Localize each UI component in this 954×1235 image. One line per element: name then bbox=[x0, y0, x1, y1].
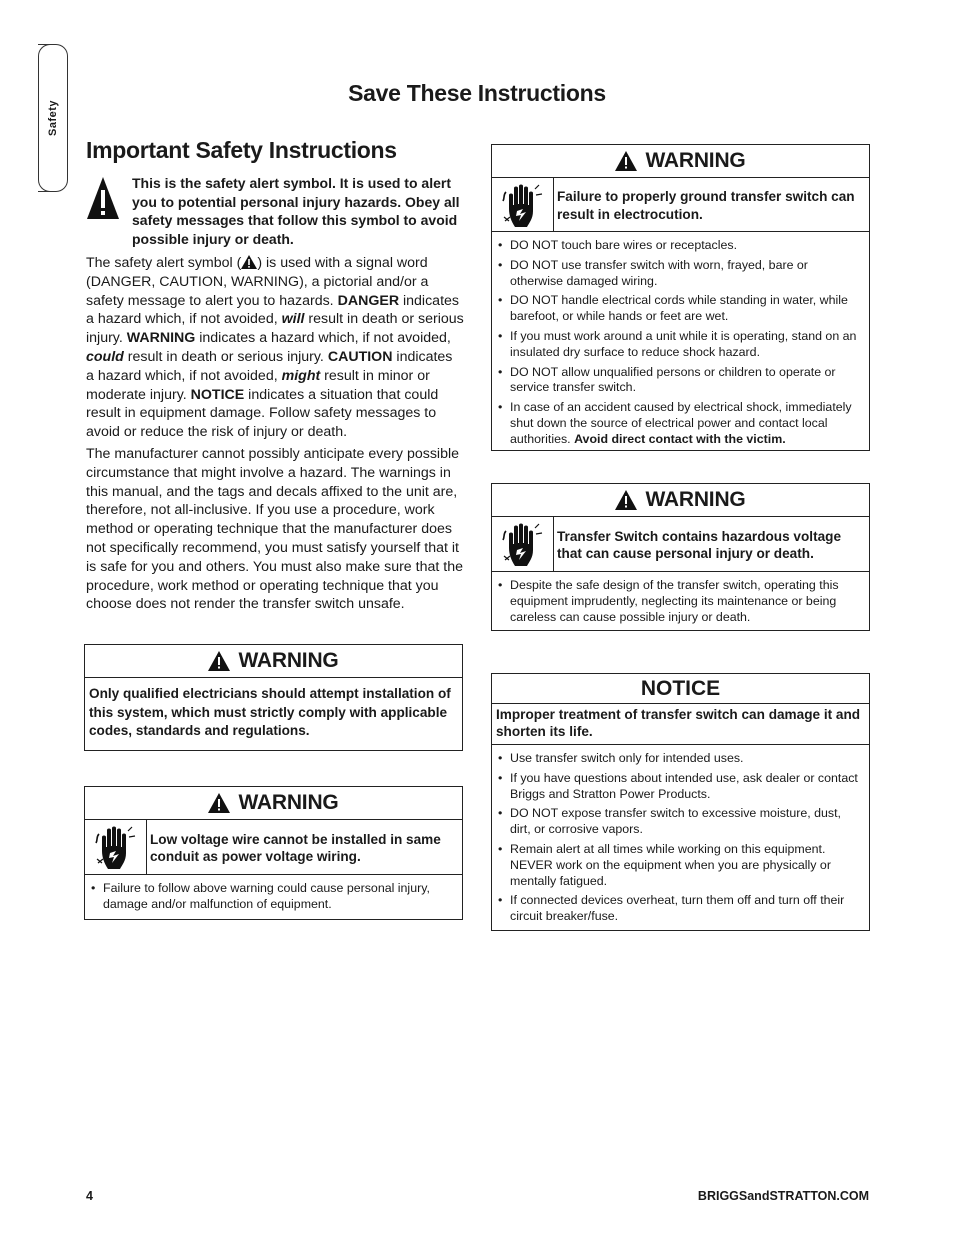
list-item: • Failure to follow above warning could cause personal injury, damage and/or malfunction of equipment. bbox=[89, 881, 456, 913]
list-item: • Remain alert at all times while working on this equipment. NEVER work on the equipment when you are physically or mentally fatigued. bbox=[496, 842, 863, 889]
page-title: Save These Instructions bbox=[348, 80, 606, 106]
list-item: • If you must work around a unit while it is operating, stand on an insulated dry surface to reduce shock hazard. bbox=[496, 329, 863, 361]
warning-heading-label: WARNING bbox=[645, 149, 746, 172]
notice-lead: Improper treatment of transfer switch can damage it and shorten its life. bbox=[492, 704, 869, 745]
emphasis-will: will bbox=[281, 311, 305, 328]
side-tab-label: Safety bbox=[47, 99, 59, 137]
hand-cell bbox=[492, 178, 554, 231]
warning-heading-label: WARNING bbox=[238, 649, 339, 672]
list-item-emphasis: Avoid direct contact with the victim. bbox=[574, 431, 786, 446]
warning-icon-row bbox=[85, 820, 462, 875]
para1-text: indicates a hazard which, if not avoided, bbox=[86, 292, 459, 328]
warning-low-voltage-box bbox=[84, 786, 463, 920]
para1-text: result in minor or moderate injury. bbox=[86, 367, 430, 403]
electric-shock-hand-icon bbox=[501, 181, 545, 229]
emphasis-could: could bbox=[86, 348, 124, 365]
warning-heading bbox=[85, 787, 462, 820]
list-item: • If you have questions about intended use, ask dealer or contact Briggs and Stratton Power Products. bbox=[496, 771, 863, 803]
warning-triangle-icon bbox=[615, 490, 637, 510]
manufacturer-paragraph: The manufacturer cannot possibly anticipate every possible circumstance that might involve a hazard. The warnings in this manual, and the tags and decals affixed to the unit are, therefore, not all-inclusive. If you use a procedure, work method or operating technique that the manufacturer does not specifically recommend, you must satisfy yourself that it is safe for you and others. You must also make sure that the procedure, work method or operating technique that you choose does not render the transfer switch unsafe. bbox=[86, 446, 463, 613]
list-item: • DO NOT handle electrical cords while standing in water, while barefoot, or while hands or feet are wet. bbox=[496, 293, 863, 325]
para1-text: result in death or serious injury. bbox=[86, 311, 464, 347]
warning-icon-row bbox=[492, 517, 869, 572]
warning-triangle-icon bbox=[208, 651, 230, 671]
safety-alert-icon bbox=[241, 255, 257, 269]
warning-heading bbox=[85, 645, 462, 678]
warning-triangle-icon bbox=[615, 151, 637, 171]
warning-ground-lead: Failure to properly ground transfer switch can result in electrocution. bbox=[557, 189, 855, 222]
electric-shock-hand-icon bbox=[94, 823, 138, 871]
alert-intro bbox=[86, 174, 462, 248]
warning-ground-list bbox=[492, 232, 869, 454]
signal-word-danger: DANGER bbox=[337, 292, 400, 309]
website-link: BRIGGSandSTRATTON.COM bbox=[697, 1189, 869, 1203]
alert-intro-text: This is the safety alert symbol. It is used to alert you to potential personal injury hazards. Obey all safety messages that follow this symbol to avoid possible injury or death. bbox=[132, 175, 460, 247]
warning-heading-label: WARNING bbox=[238, 791, 339, 814]
hand-cell bbox=[85, 820, 147, 874]
warning-heading-label: WARNING bbox=[645, 488, 746, 511]
warning-hazardous-voltage-lead: Transfer Switch contains hazardous voltage that can cause personal injury or death. bbox=[557, 528, 842, 561]
list-item bbox=[496, 400, 863, 447]
signal-word-notice: NOTICE bbox=[190, 386, 245, 403]
list-item: • DO NOT allow unqualified persons or children to operate or service transfer switch. bbox=[496, 365, 863, 397]
para1-text: indicates a hazard which, if not avoided, bbox=[86, 348, 453, 384]
notice-box bbox=[491, 673, 870, 931]
page-number: 4 bbox=[86, 1189, 93, 1203]
list-item-text: In case of an accident caused by electrical shock, immediately shut down the source of electrical power and contact local authorities. bbox=[510, 400, 852, 446]
para1-text: indicates a situation that could result in equipment damage. Follow safety messages to avoid or reduce the risk of injury or death. bbox=[86, 386, 439, 441]
warning-triangle-icon bbox=[208, 793, 230, 813]
para1-text: ) is used with a signal word (DANGER, CAUTION, WARNING), a pictorial and/or a safety message to alert you to hazards. bbox=[86, 255, 429, 309]
electric-shock-hand-icon bbox=[501, 520, 545, 568]
warning-heading bbox=[492, 484, 869, 517]
warning-low-voltage-lead: Low voltage wire cannot be installed in same conduit as power voltage wiring. bbox=[150, 831, 441, 864]
list-item: • Despite the safe design of the transfer switch, operating this equipment imprudently, neglecting its maintenance or being careless can cause possible injury or death. bbox=[496, 578, 863, 625]
warning-hazardous-voltage-box bbox=[491, 483, 870, 631]
notice-heading: NOTICE bbox=[492, 674, 869, 704]
warning-electricians-box bbox=[84, 644, 463, 751]
list-item: • If connected devices overheat, turn them off and turn off their circuit breaker/fuse. bbox=[496, 893, 863, 925]
list-item: • DO NOT expose transfer switch to excessive moisture, dust, dirt, or corrosive vapors. bbox=[496, 806, 863, 838]
signal-word-caution: CAUTION bbox=[327, 348, 393, 365]
warning-ground-box bbox=[491, 144, 870, 451]
safety-alert-icon bbox=[86, 176, 120, 220]
warning-electricians-text: Only qualified electricians should attempt installation of this system, which must strictly comply with applicable codes, standards and regulations. bbox=[89, 686, 451, 738]
list-item: • DO NOT use transfer switch with worn, frayed, bare or otherwise damaged wiring. bbox=[496, 258, 863, 290]
para1-text: result in death or serious injury. bbox=[123, 348, 328, 365]
emphasis-might: might bbox=[281, 367, 321, 384]
section-title: Important Safety Instructions bbox=[86, 137, 397, 163]
notice-list bbox=[492, 745, 869, 931]
signal-word-warning: WARNING bbox=[126, 330, 196, 347]
list-item: • Use transfer switch only for intended uses. bbox=[496, 751, 863, 767]
para1-text: The safety alert symbol ( bbox=[86, 255, 242, 271]
warning-icon-row bbox=[492, 178, 869, 232]
warning-low-voltage-list bbox=[85, 875, 462, 919]
warning-hazardous-voltage-list bbox=[492, 572, 869, 631]
hand-cell bbox=[492, 517, 554, 571]
warning-heading bbox=[492, 145, 869, 178]
list-item: • DO NOT touch bare wires or receptacles. bbox=[496, 238, 863, 254]
para1-text: indicates a hazard which, if not avoided, bbox=[195, 330, 451, 347]
signal-word-paragraph bbox=[86, 254, 464, 442]
